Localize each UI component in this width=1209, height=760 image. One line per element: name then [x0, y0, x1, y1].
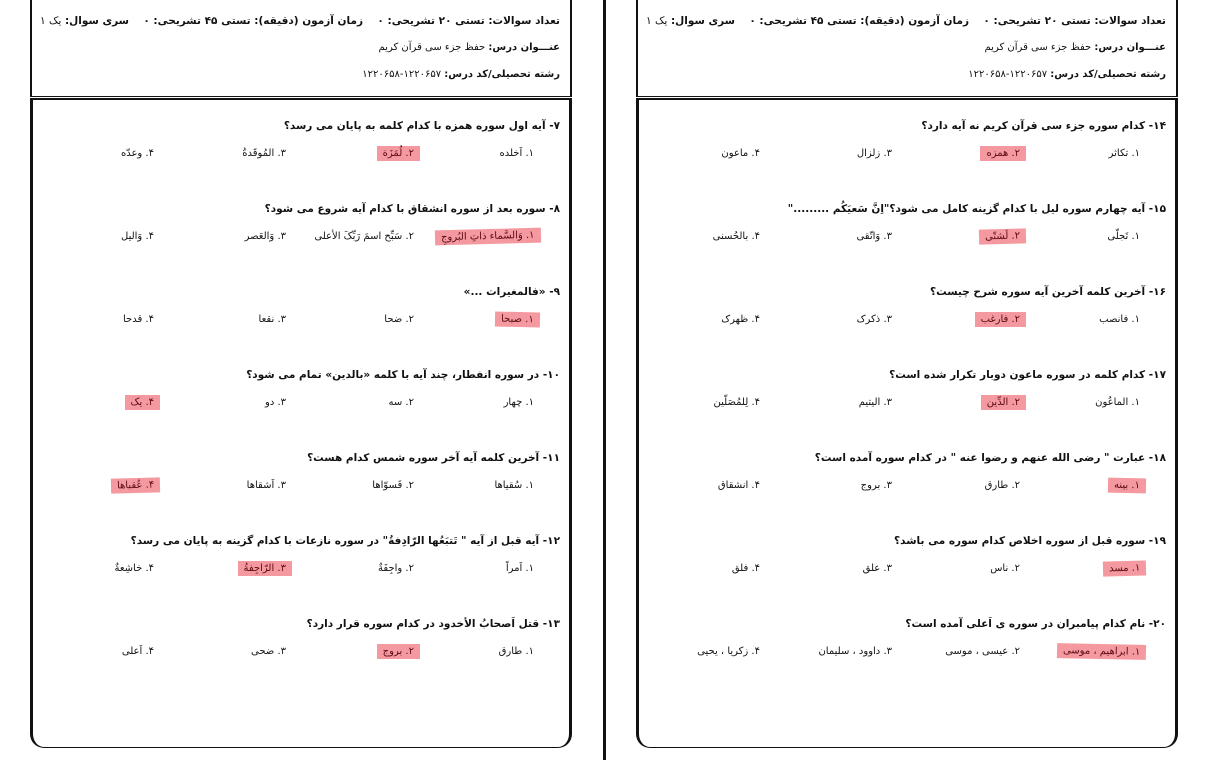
option-1[interactable]: ۱. طارق [498, 646, 534, 657]
option-1[interactable]: ۱. تَجلّی [1107, 231, 1140, 242]
option-1[interactable]: ۱. فانصب [1099, 314, 1140, 325]
option-3[interactable]: ۳. علق [862, 563, 892, 574]
option-2[interactable]: ۲. ضحا [384, 314, 414, 325]
options-row [648, 312, 1166, 332]
option-2-marked[interactable]: ۲. همزه [980, 146, 1026, 161]
question-item [648, 120, 1166, 166]
course-label: عنـــوان درس: [488, 42, 560, 53]
option-4[interactable]: ۴. وَالیل [121, 231, 154, 242]
option-2[interactable]: ۲. سه [388, 397, 414, 408]
option-3[interactable]: ۳. وَاتّقی [856, 231, 892, 242]
course-value: حفظ جزء سی قرآن کریم [984, 42, 1092, 53]
options-row [42, 478, 560, 498]
option-1[interactable]: ۱. اَمراً [505, 563, 534, 574]
series-value: یک ۱ [40, 15, 62, 27]
options-row [648, 146, 1166, 166]
option-4-marked[interactable]: ۴. عُقباها [111, 477, 161, 493]
question-item [648, 618, 1166, 664]
option-1-marked[interactable]: ۱. وَالسَّماء ذاتِ البُروجِ [434, 228, 540, 246]
question-text: ۸- سوره بعد از سوره انشقاق با کدام آیه شروع می شود؟ [264, 203, 560, 215]
option-1[interactable]: ۱. تکاثر [1108, 148, 1140, 159]
question-item [42, 203, 560, 249]
question-item [648, 535, 1166, 581]
option-2-marked[interactable]: ۲. لُمَزَة [377, 146, 420, 161]
option-2[interactable]: ۲. ناس [990, 563, 1020, 574]
option-1-marked[interactable]: ۱. ابراهیم ، موسی [1056, 643, 1146, 660]
question-count: تعداد سوالات: تستی ۲۰ تشریحی: ۰ [377, 15, 560, 27]
option-1[interactable]: ۱. اَخلده [499, 148, 534, 159]
question-text: ۷- آیه اول سوره همزه با کدام کلمه به پایان می رسد؟ [283, 120, 560, 132]
option-2[interactable]: ۲. سَبِّح اسمَ رَبِّکَ الأعلی [314, 231, 414, 242]
series-label: سری سوال: [670, 15, 735, 27]
question-text: ۱۵- آیه چهارم سوره لیل با کدام گزینه کامل می شود؟"اِنَّ سَعیَکُم ........." [787, 203, 1166, 215]
option-2-marked[interactable]: ۲. بروج [377, 644, 420, 659]
options-row [648, 478, 1166, 498]
question-item [42, 120, 560, 166]
question-item [42, 369, 560, 415]
option-4[interactable]: ۴. ظهرک [721, 314, 760, 325]
option-2-marked[interactable]: ۲. الدِّین [981, 395, 1026, 410]
option-1[interactable]: ۱. سُقیاها [494, 480, 534, 491]
option-4[interactable]: ۴. ماعون [721, 148, 760, 159]
exam-duration: زمان آزمون (دقیقه): تستی ۴۵ تشریحی: ۰ [749, 15, 969, 27]
option-4[interactable]: ۴. زکریا ، یحیی [697, 646, 760, 657]
header-row-1 [646, 15, 1166, 27]
option-4[interactable]: ۴. اَعلی [121, 646, 154, 657]
option-1-marked[interactable]: ۱. صبحا [495, 312, 540, 328]
option-3[interactable]: ۳. اَشقاها [246, 480, 286, 491]
option-2-marked[interactable]: ۲. لَشتّی [979, 228, 1026, 244]
question-text: ۱۹- سوره قبل از سوره اخلاص کدام سوره می باشد؟ [894, 535, 1166, 547]
question-item [42, 618, 560, 664]
question-item [648, 369, 1166, 415]
question-series [646, 15, 735, 27]
option-3[interactable]: ۳. بروج [860, 480, 892, 491]
course-label: عنـــوان درس: [1094, 42, 1166, 53]
option-4[interactable]: ۴. قدحا [123, 314, 154, 325]
question-text: ۱۲- آیه قبل از آیه " تَتبَعُها الرّادِفةُ" در سوره نازعات با کدام گزینه به پایان می رسد؟ [130, 535, 560, 547]
header-row-1 [40, 15, 560, 27]
option-3[interactable]: ۳. الیتیم [858, 397, 892, 408]
series-value: یک ۱ [646, 15, 668, 27]
question-text: ۱۷- کدام کلمه در سوره ماعون دوبار تکرار شده است؟ [889, 369, 1166, 381]
option-3[interactable]: ۳. زلزال [856, 148, 892, 159]
option-4[interactable]: ۴. انشقاق [717, 480, 760, 491]
question-text: ۹- «فالمغیرات ...» [463, 286, 560, 298]
options-row [42, 229, 560, 249]
option-1-marked[interactable]: ۱. بینه [1108, 478, 1146, 494]
option-4[interactable]: ۴. فلق [731, 563, 760, 574]
question-item [42, 452, 560, 498]
option-2[interactable]: ۲. طارق [984, 480, 1020, 491]
course-code [968, 69, 1166, 80]
question-text: ۱۱- آخرین کلمه آیه آخر سوره شمس کدام هست؟ [307, 452, 560, 464]
option-1[interactable]: ۱. الماعُون [1095, 397, 1140, 408]
option-4-marked[interactable]: ۴. یک [125, 395, 160, 410]
question-item [648, 203, 1166, 249]
question-text: ۱۰- در سوره انفطار، چند آیه با کلمه «بالدین» تمام می شود؟ [246, 369, 560, 381]
option-2[interactable]: ۲. واجِفَةٌ [378, 563, 414, 574]
option-2[interactable]: ۲. فَسوّاها [372, 480, 414, 491]
code-value: ۱۲۲۰۶۵۷-۱۲۲۰۶۵۸ [362, 69, 442, 80]
options-row [42, 395, 560, 415]
option-3[interactable]: ۳. دو [264, 397, 286, 408]
options-row [42, 312, 560, 332]
options-row [42, 644, 560, 664]
options-row [42, 146, 560, 166]
course-title [379, 42, 560, 53]
question-text: ۱۸- عبارت " رضی الله عنهم و رضوا عنه " در کدام سوره آمده است؟ [814, 452, 1166, 464]
question-text: ۱۳- قتل اَصحابُ الأخدود در کدام سوره قرار دارد؟ [306, 618, 560, 630]
option-4[interactable]: ۴. خاشِعةٌ [114, 563, 154, 574]
option-3[interactable]: ۳. ذکرک [856, 314, 892, 325]
course-value: حفظ جزء سی قرآن کریم [378, 42, 486, 53]
question-item [648, 286, 1166, 332]
exam-duration: زمان آزمون (دقیقه): تستی ۴۵ تشریحی: ۰ [143, 15, 363, 27]
code-value: ۱۲۲۰۶۵۷-۱۲۲۰۶۵۸ [968, 69, 1048, 80]
option-2[interactable]: ۲. عیسی ، موسی [945, 646, 1020, 657]
series-label: سری سوال: [64, 15, 129, 27]
option-3[interactable]: ۳. داوود ، سلیمان [818, 646, 892, 657]
option-3[interactable]: ۳. نقعا [258, 314, 286, 325]
question-item [648, 452, 1166, 498]
option-1[interactable]: ۱. چهار [503, 397, 534, 408]
question-item [42, 286, 560, 332]
question-series [40, 15, 129, 27]
question-count: تعداد سوالات: تستی ۲۰ تشریحی: ۰ [983, 15, 1166, 27]
exam-page-right [636, 0, 1178, 760]
option-4[interactable]: ۴. وعدّه [120, 148, 154, 159]
code-label: رشته تحصیلی/کد درس: [444, 69, 560, 80]
course-title [985, 42, 1166, 53]
question-text: ۲۰- نام کدام پیامبران در سوره ی اَعلی آمده است؟ [905, 618, 1166, 630]
option-2-marked[interactable]: ۲. فارغب [975, 312, 1026, 327]
question-text: ۱۶- آخرین کلمه آخرین آیه سوره شرح چیست؟ [930, 286, 1166, 298]
question-text: ۱۴- کدام سوره جزء سی قرآن کریم نه آیه دارد؟ [921, 120, 1166, 132]
course-code [362, 69, 560, 80]
options-row [648, 561, 1166, 581]
option-4[interactable]: ۴. بالحُسنی [712, 231, 760, 242]
exam-page-left [30, 0, 572, 760]
options-row [648, 395, 1166, 415]
options-row [42, 561, 560, 581]
option-4[interactable]: ۴. لِلمُصَلّین [713, 397, 760, 408]
option-3-marked[interactable]: ۳. الرّاجِفةُ [238, 561, 292, 576]
question-item [42, 535, 560, 581]
options-row [648, 229, 1166, 249]
code-label: رشته تحصیلی/کد درس: [1050, 69, 1166, 80]
option-3[interactable]: ۳. المُوقَدةُ [242, 148, 286, 159]
page-divider [603, 0, 606, 760]
option-1-marked[interactable]: ۱. مسد [1103, 560, 1147, 576]
option-3[interactable]: ۳. وَالعَصر [244, 231, 286, 242]
options-row [648, 644, 1166, 664]
option-3[interactable]: ۳. ضحی [250, 646, 286, 657]
